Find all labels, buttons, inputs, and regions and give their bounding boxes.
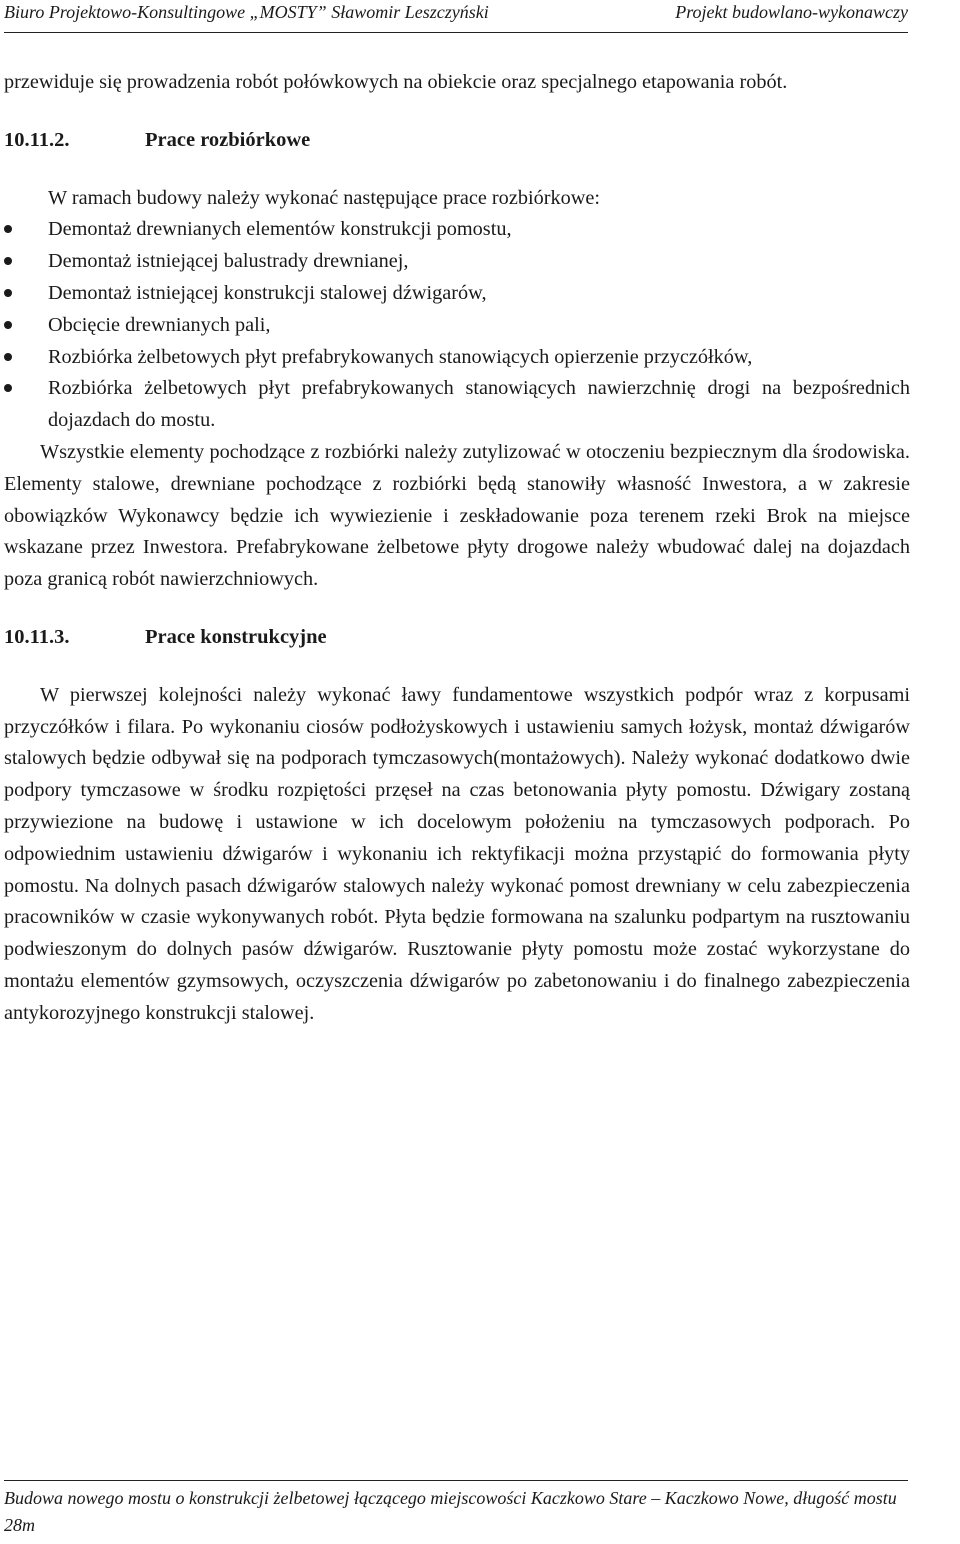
demolition-lead: W ramach budowy należy wykonać następujące prace rozbiórkowe: [48,186,601,209]
section-title: Prace konstrukcyjne [145,625,327,648]
section-heading-demolition [4,125,910,157]
list-item-text: Rozbiórka żelbetowych płyt prefabrykowanych stanowiących nawierzchnię drogi na bezpośrednich dojazdach do mostu. [48,377,910,432]
bullet-icon [4,289,12,297]
section-heading-construction [4,622,910,654]
list-item [4,278,910,310]
page-content [4,67,910,1030]
list-item [4,342,910,374]
page-footer [4,1480,908,1539]
demolition-paragraph: Wszystkie elementy pochodzące z rozbiórki należy zutylizować w otoczeniu bezpiecznym dla środowiska. Elementy stalowe, drewniane pochodzące z rozbiórki będą stanowiły własność Inwestora, a w zakresie obowiązków Wykonawcy będzie ich wywiezienie i zeskładowanie poza terenem rzeki Brok na miejsce wskazane przez Inwestora. Prefabrykowane żelbetowe płyty drogowe należy wbudować dalej na dojazdach poza granicą robót nawierzchniowych. [4,440,910,591]
section-number: 10.11.2. [4,128,70,151]
list-item [4,310,910,342]
bullet-icon [4,384,12,392]
list-item [4,214,910,246]
list-item-text: Demontaż drewnianych elementów konstrukcji pomostu, [48,218,512,241]
bullet-icon [4,321,12,329]
page-header [4,0,908,33]
section-number: 10.11.3. [4,625,70,648]
list-item-text: Demontaż istniejącej konstrukcji stalowej dźwigarów, [48,281,487,304]
demolition-list [4,214,910,437]
list-item-text: Demontaż istniejącej balustrady drewnianej, [48,250,409,273]
header-company: Biuro Projektowo-Konsultingowe „MOSTY” Sławomir Leszczyński [4,2,489,22]
construction-paragraph: W pierwszej kolejności należy wykonać ławy fundamentowe wszystkich podpór wraz z korpusami przyczółków i filara. Po wykonaniu ciosów podłożyskowych i ustawieniu samych łożysk, montaż dźwigarów stalowych będzie odbywał się na podporach tymczasowych(montażowych). Należy wykonać dodatkowo dwie podpory tymczasowe w środku rozpiętości przęseł na czas betonowania płyty pomostu. Dźwigary zostaną przywiezione na budowę i ustawione w ich docelowym położeniu na tymczasowych podporach. Po odpowiednim ustawieniu dźwigarów i wykonaniu ich rektyfikacji można przystąpić do formowania płyty pomostu. Na dolnych pasach dźwigarów stalowych należy wykonać pomost drewniany w celu zabezpieczenia pracowników w czasie wykonywanych robót. Płyta będzie formowana na szalunku podpartym na rusztowaniu podwieszonym do dolnych pasów dźwigarów. Rusztowanie płyty pomostu może zostać wykorzystane do montażu elementów gzymsowych, oczyszczenia dźwigarów po zabetonowaniu i do finalnego zabezpieczenia antykorozyjnego konstrukcji stalowej. [4,683,910,1024]
bullet-icon [4,257,12,265]
bullet-icon [4,225,12,233]
bullet-icon [4,353,12,361]
section-title: Prace rozbiórkowe [145,128,311,151]
list-item-text: Obcięcie drewnianych pali, [48,313,271,336]
footer-text: Budowa nowego mostu o konstrukcji żelbetowej łączącego miejscowości Kaczkowo Stare – Kaczkowo Nowe, długość mostu 28m [4,1488,897,1535]
list-item-text: Rozbiórka żelbetowych płyt prefabrykowanych stanowiących opierzenie przyczółków, [48,345,753,368]
intro-paragraph: przewiduje się prowadzenia robót połówkowych na obiekcie oraz specjalnego etapowania robót. [4,71,788,93]
list-item [4,373,910,437]
list-item [4,246,910,278]
header-project-type: Projekt budowlano-wykonawczy [675,2,908,22]
